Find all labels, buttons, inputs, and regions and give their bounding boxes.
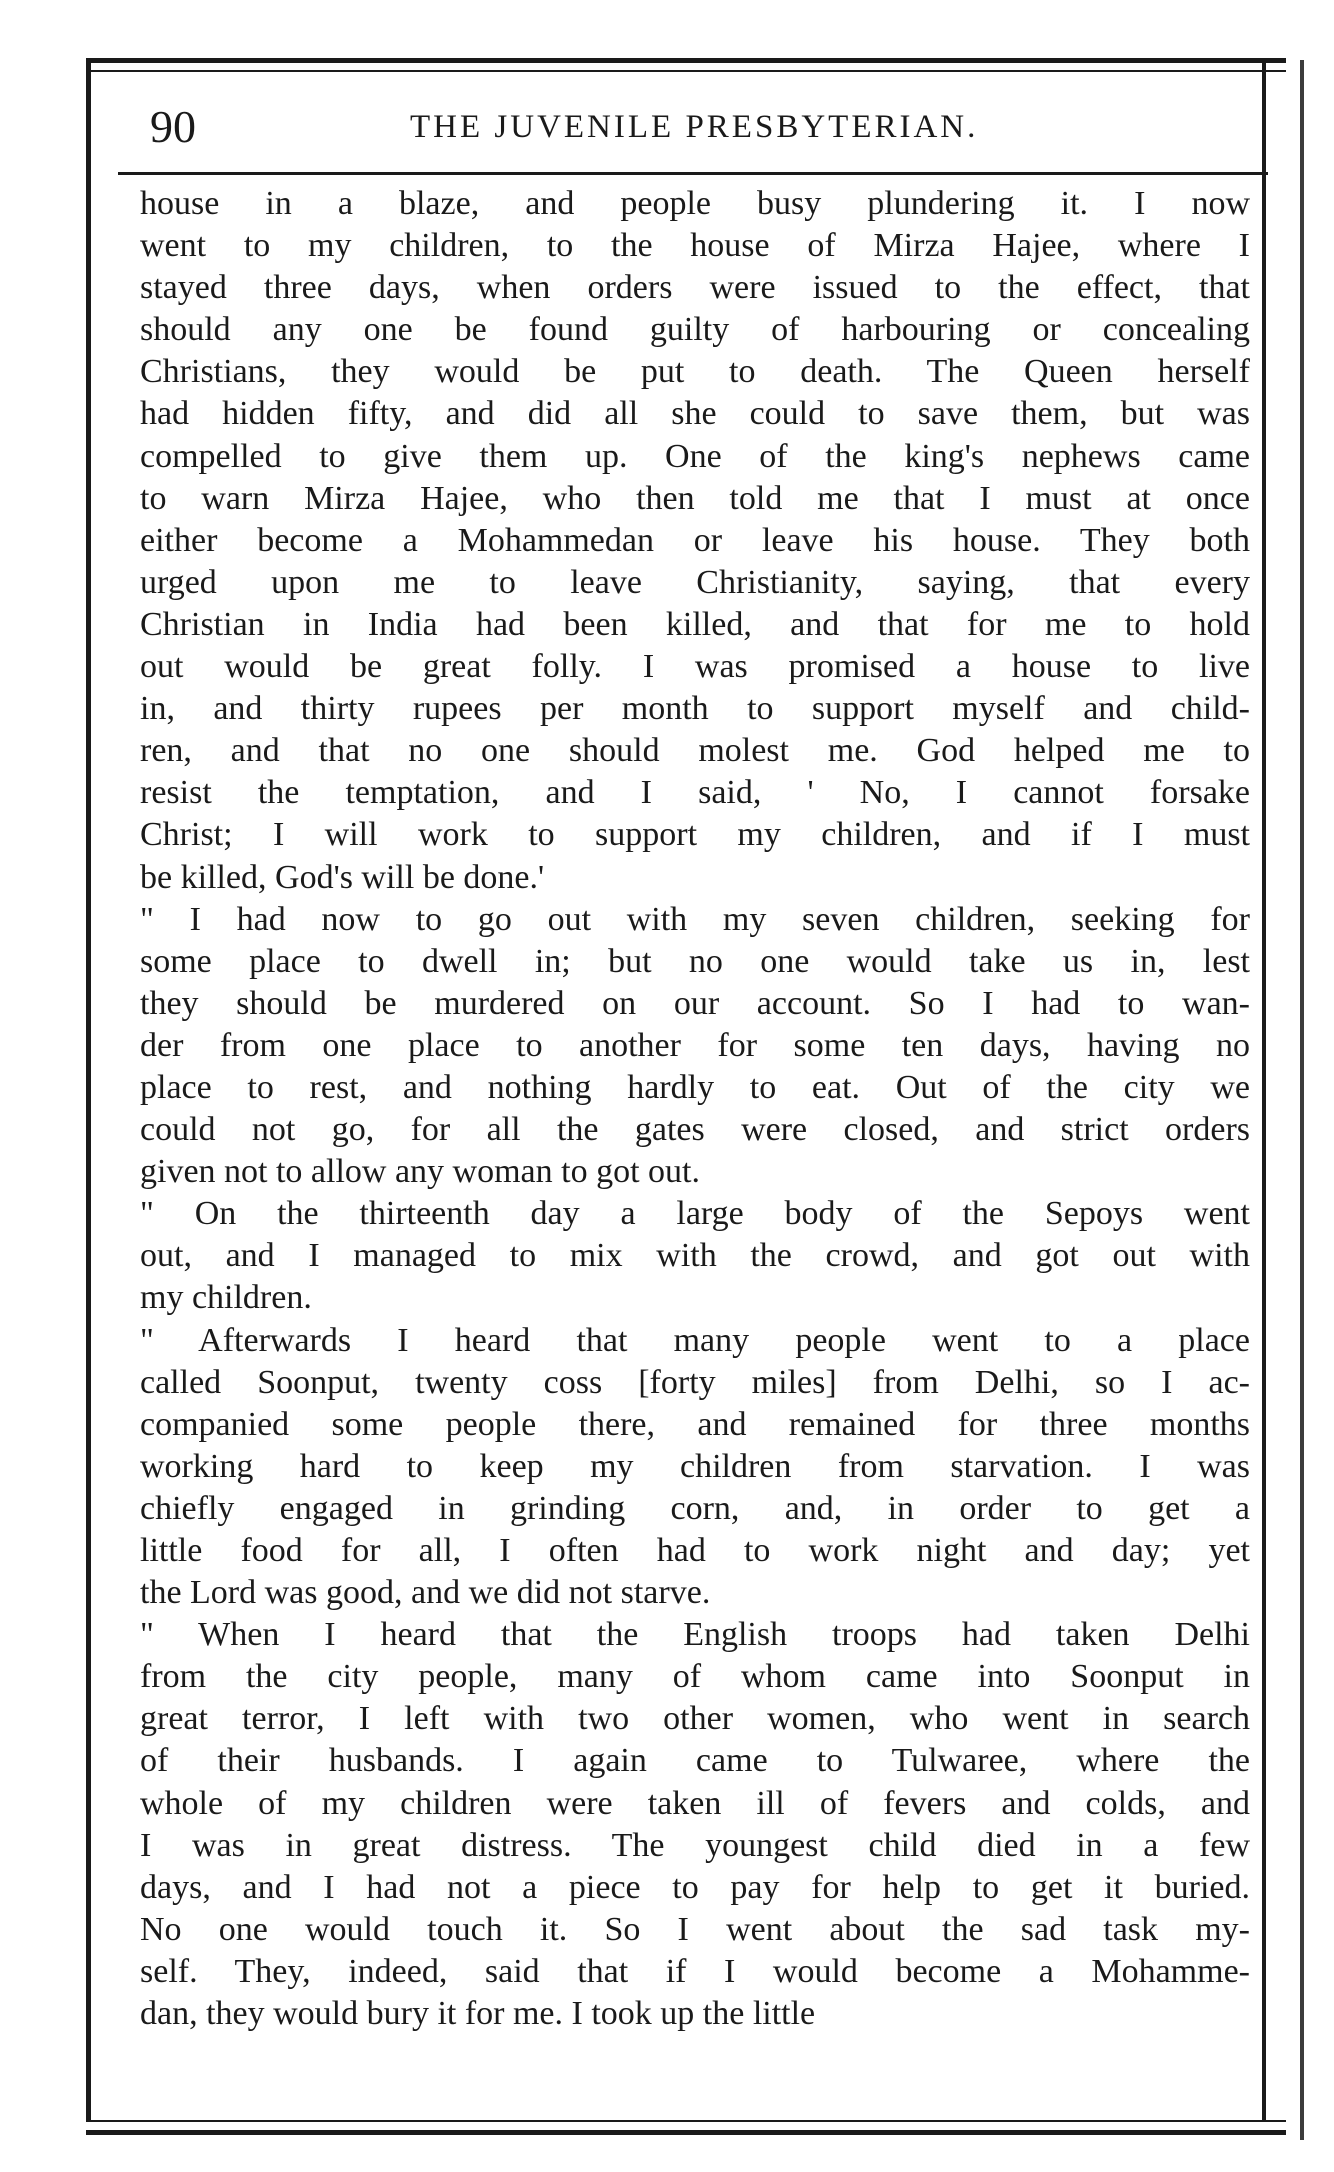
- text-line: from the city people, many of whom came into Soonput in: [140, 1658, 1250, 1696]
- bottom-double-rule-thin: [86, 2120, 1286, 2122]
- text-line: urged upon me to leave Christianity, saying, that every: [140, 563, 1250, 601]
- text-line: days, and I had not a piece to pay for help to get it buried.: [140, 1868, 1250, 1906]
- bottom-double-rule-thick: [86, 2130, 1286, 2135]
- text-line: given not to allow any woman to got out.: [140, 1153, 700, 1191]
- text-line: my children.: [140, 1279, 312, 1317]
- text-line: out would be great folly. I was promised a house to live: [140, 648, 1250, 686]
- text-line: some place to dwell in; but no one would take us in, lest: [140, 942, 1250, 980]
- text-line: had hidden fifty, and did all she could to save them, but was: [140, 395, 1250, 433]
- text-line: I was in great distress. The youngest child died in a few: [140, 1826, 1250, 1864]
- text-line: " I had now to go out with my seven children, seeking for: [140, 900, 1250, 938]
- text-line: little food for all, I often had to work night and day; yet: [140, 1532, 1250, 1569]
- text-line: companied some people there, and remained for three months: [140, 1405, 1250, 1443]
- text-line: of their husbands. I again came to Tulwaree, where the: [140, 1742, 1250, 1780]
- text-line: in, and thirty rupees per month to support myself and child-: [140, 690, 1250, 728]
- text-line: self. They, indeed, said that if I would become a Mohamme-: [140, 1952, 1250, 1990]
- text-line: to warn Mirza Hajee, who then told me that I must at once: [140, 479, 1250, 517]
- text-line: they should be murdered on our account. So I had to wan-: [140, 984, 1250, 1022]
- text-line: " On the thirteenth day a large body of the Sepoys went: [140, 1195, 1250, 1233]
- text-line: No one would touch it. So I went about the sad task my-: [140, 1910, 1250, 1948]
- text-line: chiefly engaged in grinding corn, and, in order to get a: [140, 1489, 1250, 1527]
- text-line: Christ; I will work to support my children, and if I must: [140, 816, 1250, 854]
- text-line: compelled to give them up. One of the king's nephews came: [140, 437, 1250, 475]
- page-number: 90: [150, 101, 196, 152]
- text-line: " Afterwards I heard that many people went to a place: [140, 1321, 1250, 1359]
- text-line: should any one be found guilty of harbouring or concealing: [140, 311, 1250, 349]
- text-line: be killed, God's will be done.': [140, 858, 545, 896]
- text-line: went to my children, to the house of Mirza Hajee, where I: [140, 227, 1250, 265]
- running-head: THE JUVENILE PRESBYTERIAN.: [410, 109, 979, 145]
- text-line: " When I heard that the English troops had taken Delhi: [140, 1616, 1250, 1654]
- header-rule: [118, 172, 1268, 175]
- text-line: called Soonput, twenty coss [forty miles] from Delhi, so I ac-: [140, 1363, 1250, 1401]
- text-line: could not go, for all the gates were closed, and strict orders: [140, 1111, 1250, 1149]
- text-line: either become a Mohammedan or leave his house. They both: [140, 521, 1250, 559]
- text-line: resist the temptation, and I said, ' No, I cannot forsake: [140, 774, 1250, 812]
- text-line: place to rest, and nothing hardly to eat. Out of the city we: [140, 1068, 1250, 1106]
- text-line: der from one place to another for some ten days, having no: [140, 1026, 1250, 1064]
- text-line: stayed three days, when orders were issued to the effect, that: [140, 269, 1250, 307]
- text-line: house in a blaze, and people busy plundering it. I now: [140, 185, 1250, 222]
- text-line: Christians, they would be put to death. The Queen herself: [140, 353, 1250, 391]
- outer-right-rule: [1300, 60, 1304, 2140]
- text-line: ren, and that no one should molest me. God helped me to: [140, 732, 1250, 770]
- text-line: dan, they would bury it for me. I took up the little: [140, 1995, 816, 2033]
- text-line: out, and I managed to mix with the crowd, and got out with: [140, 1237, 1250, 1275]
- text-line: whole of my children were taken ill of fevers and colds, and: [140, 1784, 1250, 1822]
- article-body: [140, 183, 1250, 2035]
- text-line: great terror, I left with two other women, who went in search: [140, 1700, 1250, 1738]
- text-line: Christian in India had been killed, and that for me to hold: [140, 605, 1250, 643]
- text-line: the Lord was good, and we did not starve.: [140, 1574, 711, 1612]
- page-header: [110, 92, 1260, 162]
- text-line: working hard to keep my children from starvation. I was: [140, 1447, 1250, 1485]
